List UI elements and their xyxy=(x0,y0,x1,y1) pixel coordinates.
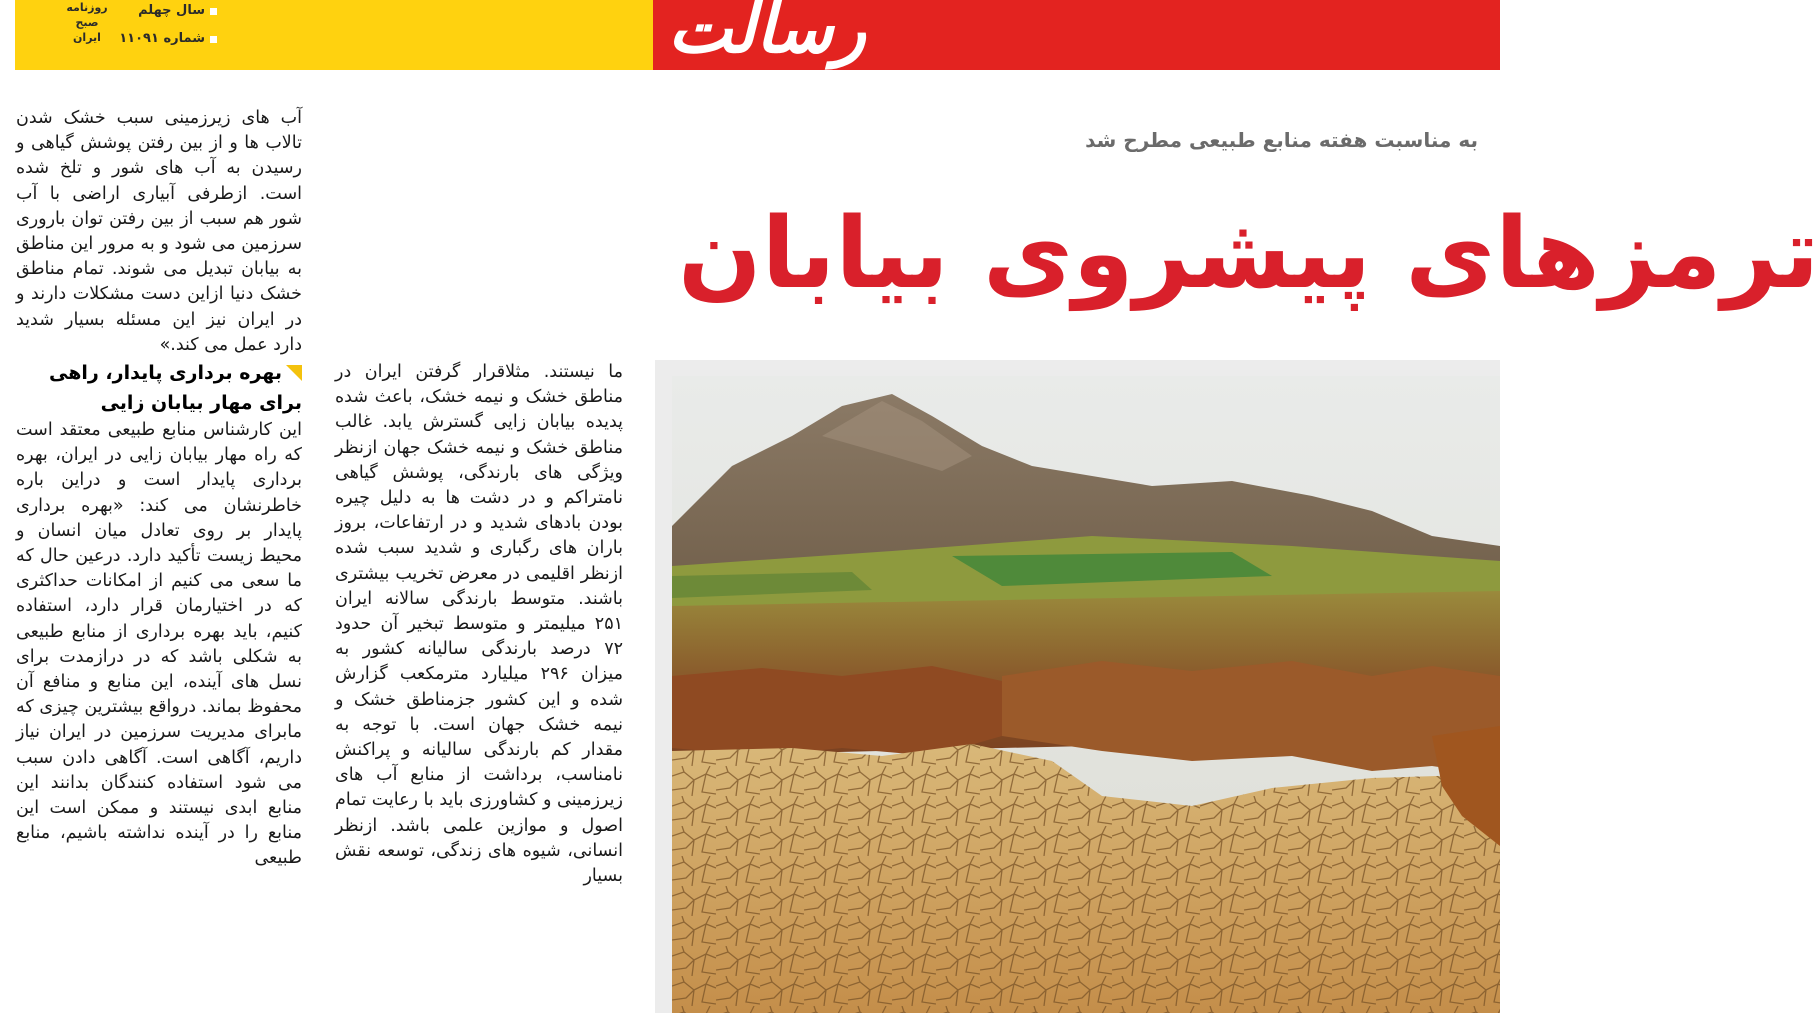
subhead-marker-icon xyxy=(286,365,302,381)
article-paragraph: این کارشناس منابع طبیعی معتقد است که راه مهار بیابان زایی در ایران، بهره برداری پایدار است و دراین باره خاطرنشان می کند: «بهره برداری پایدار بر روی تعادل میان انسان و محیط زیست تأکید دارد. درعین حال که ما سعی می کنیم از امکانات حداکثری که در اختیارمان قرار دارد، استفاده کنیم، باید بهره برداری از منابع طبیعی به شکلی باشد که در درازمدت برای نسل های آینده، این منابع و منافع آن محفوظ بماند. درواقع بیشترین چیزی که مابرای مدیریت سرزمین در ایران نیاز داریم، آگاهی است. آگاهی دادن سبب می شود استفاده کنندگان بدانند این منابع ابدی نیستند و ممکن است این منابع را در آینده نداشته باشیم، منابع طبیعی xyxy=(16,420,302,869)
header-yellow-bar xyxy=(15,0,653,70)
year-bullet xyxy=(210,8,217,15)
issue-line xyxy=(119,30,217,48)
headline: ترمزهای پیشروی بیابان xyxy=(678,197,1819,311)
year-line xyxy=(138,2,217,20)
masthead-logo: رسالت xyxy=(668,0,867,69)
article-paragraph: ما نیستند. مثلاقرار گرفتن ایران در مناطق خشک و نیمه خشک، باعث شده پدیده بیابان زایی گسترش یابد. غالب مناطق خشک و نیمه خشک جهان ازنظر ویژگی های بارندگی، پوشش گیاهی نامتراکم و در دشت ها به دلیل چیره بودن بادهای شدید و در ارتفاعات، بروز باران های رگباری و شدید سبب شده ازنظر اقلیمی در معرض تخریب بیشتری باشند. متوسط بارندگی سالانه ایران ۲۵۱ میلیمتر و متوسط تبخیر آن حدود ۷۲ درصد بارندگی سالیانه کشور به میزان ۲۹۶ میلیارد مترمکعب گزارش شده و این کشور جزمناطق خشک و نیمه خشک جهان است. با توجه به مقدار کم بارندگی سالیانه و پراکنش نامناسب، برداشت از منابع آب های زیرزمینی و کشاورزی باید با رعایت تمام اصول و موازین علمی باشد. ازنظر انسانی، شیوه های زندگی، توسعه نقش بسیار xyxy=(335,362,623,887)
landscape-photo xyxy=(672,376,1500,1013)
issue-bullet xyxy=(210,36,217,43)
paper-logo-line-1: روزنامه xyxy=(66,1,108,14)
paper-logo-line-2: صبح xyxy=(75,16,99,29)
subhead-text: بهره برداری پایدار، راهی برای مهار بیابان زایی xyxy=(48,362,302,415)
issue-number: شماره ۱۱۰۹۱ xyxy=(119,31,205,46)
headline-container xyxy=(678,190,1819,330)
article-column-1 xyxy=(16,106,302,1013)
year-label: سال چهلم xyxy=(138,3,205,18)
article-paragraph: آب های زیرزمینی سبب خشک شدن تالاب ها و از بین رفتن پوشش گیاهی و رسیدن به آب های شور و تلخ شده است. ازطرفی آبیاری اراضی با آب شور هم سبب از بین رفتن توان باروری سرزمین می شود و به مرور این مناطق به بیابان تبدیل می شوند. تمام مناطق خشک دنیا ازاین دست مشکلات دارند و در ایران نیز این مسئله بسیار شدید دارد عمل می کند.» xyxy=(16,108,302,355)
article-column-2 xyxy=(335,360,623,1013)
article-subhead xyxy=(16,358,302,418)
issue-info xyxy=(97,0,217,60)
supertitle: به مناسبت هفته منابع طبیعی مطرح شد xyxy=(1085,128,1478,152)
paper-logo-line-3: ایران xyxy=(73,31,101,44)
